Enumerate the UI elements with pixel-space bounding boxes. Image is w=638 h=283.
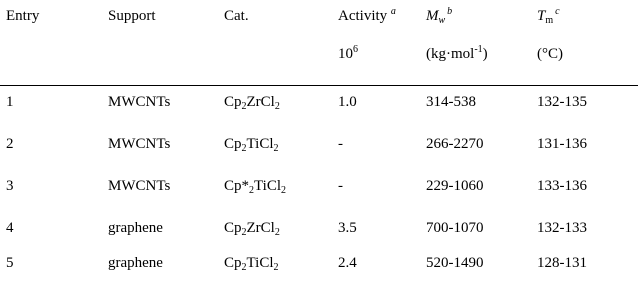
header-mw-unit bbox=[426, 45, 488, 63]
cell-mw: 700-1070 bbox=[426, 220, 484, 236]
cell-support: graphene bbox=[108, 220, 163, 236]
header-mw-note: b bbox=[447, 6, 453, 17]
cat-sub: 2 bbox=[241, 227, 247, 238]
cat-sub: 2 bbox=[274, 227, 280, 238]
cell-tm: 131-136 bbox=[537, 136, 587, 152]
cat-part: ZrCl bbox=[246, 94, 275, 110]
header-tm-unit: (°C) bbox=[537, 46, 563, 62]
cat-part: Cp bbox=[224, 255, 242, 271]
cell-entry: 1 bbox=[6, 94, 14, 110]
header-rule bbox=[0, 85, 638, 86]
cell-activity: 3.5 bbox=[338, 220, 357, 236]
cell-catalyst bbox=[224, 135, 279, 153]
cat-sub: 2 bbox=[274, 101, 280, 112]
header-mw bbox=[426, 7, 452, 25]
cell-catalyst bbox=[224, 93, 280, 111]
cell-mw: 229-1060 bbox=[426, 178, 484, 194]
cell-activity: - bbox=[338, 178, 343, 194]
cell-entry: 3 bbox=[6, 178, 14, 194]
header-activity-note: a bbox=[390, 6, 396, 17]
header-mw-unit-exp: -1 bbox=[474, 44, 483, 55]
cell-tm: 132-135 bbox=[537, 94, 587, 110]
cat-part: Cp bbox=[224, 94, 242, 110]
header-mw-sub: w bbox=[438, 15, 446, 26]
cell-catalyst bbox=[224, 219, 280, 237]
cell-catalyst bbox=[224, 254, 279, 272]
cell-activity: 2.4 bbox=[338, 255, 357, 271]
header-mw-unit-pre: (kg·mol bbox=[426, 46, 475, 62]
cell-activity: - bbox=[338, 136, 343, 152]
header-tm-symbol: T bbox=[537, 8, 546, 24]
cell-support: graphene bbox=[108, 255, 163, 271]
cat-sub: 2 bbox=[273, 143, 279, 154]
cat-part: Cp* bbox=[224, 178, 250, 194]
cell-mw: 520-1490 bbox=[426, 255, 484, 271]
cat-sub: 2 bbox=[241, 101, 247, 112]
header-activity bbox=[338, 7, 396, 25]
cell-mw: 314-538 bbox=[426, 94, 476, 110]
cat-sub: 2 bbox=[249, 185, 255, 196]
cat-sub: 2 bbox=[273, 262, 279, 273]
cell-catalyst bbox=[224, 177, 286, 195]
cat-sub: 2 bbox=[241, 262, 247, 273]
cell-mw: 266-2270 bbox=[426, 136, 484, 152]
header-activity-unit-exp: 6 bbox=[353, 44, 358, 55]
header-activity-unit bbox=[338, 45, 358, 63]
cell-support: MWCNTs bbox=[108, 94, 171, 110]
cell-support: MWCNTs bbox=[108, 178, 171, 194]
header-mw-symbol: M bbox=[426, 8, 439, 24]
cell-entry: 4 bbox=[6, 220, 14, 236]
cat-part: Cp bbox=[224, 220, 242, 236]
header-entry: Entry bbox=[6, 8, 40, 24]
header-catalyst: Cat. bbox=[224, 8, 249, 24]
cell-entry: 2 bbox=[6, 136, 14, 152]
cell-tm: 132-133 bbox=[537, 220, 587, 236]
cell-entry: 5 bbox=[6, 255, 14, 271]
cell-tm: 128-131 bbox=[537, 255, 587, 271]
header-activity-unit-base: 10 bbox=[338, 46, 353, 62]
cell-support: MWCNTs bbox=[108, 136, 171, 152]
header-tm bbox=[537, 7, 560, 25]
header-mw-unit-post: ) bbox=[482, 46, 488, 62]
cat-part: TiCl bbox=[254, 178, 281, 194]
header-tm-sub: m bbox=[545, 15, 554, 26]
cat-part: TiCl bbox=[246, 136, 274, 152]
cell-activity: 1.0 bbox=[338, 94, 357, 110]
cat-part: ZrCl bbox=[246, 220, 275, 236]
cat-sub: 2 bbox=[281, 185, 286, 196]
header-activity-label: Activity bbox=[338, 8, 388, 24]
cat-part: Cp bbox=[224, 136, 242, 152]
cat-sub: 2 bbox=[241, 143, 247, 154]
cell-tm: 133-136 bbox=[537, 178, 587, 194]
header-tm-note: c bbox=[555, 6, 560, 17]
cat-part: TiCl bbox=[246, 255, 274, 271]
header-support: Support bbox=[108, 8, 156, 24]
